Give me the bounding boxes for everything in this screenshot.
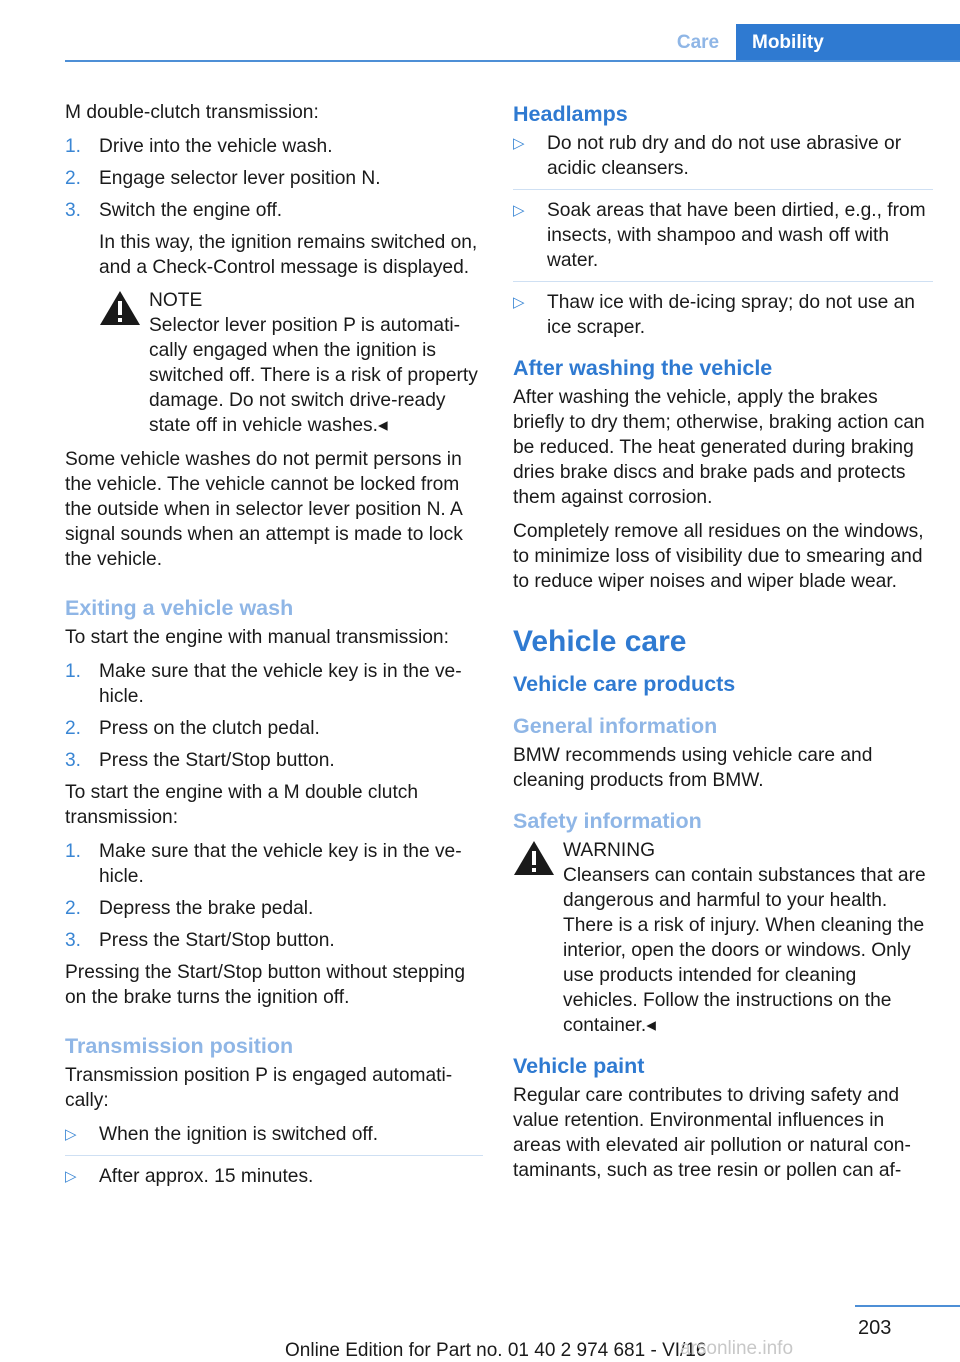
note-box — [99, 288, 483, 438]
paint-heading: Vehicle paint — [513, 1054, 645, 1078]
tab-mobility[interactable]: Mobility — [736, 24, 960, 62]
step-number: 1. — [65, 661, 82, 682]
step-text: Drive into the vehicle wash. — [99, 136, 333, 157]
care-heading: Vehicle care — [513, 625, 687, 658]
step-text: Depress the brake pedal. — [99, 898, 314, 919]
step-number: 2. — [65, 898, 82, 919]
warning-box — [513, 838, 933, 1038]
step-number: 3. — [65, 750, 82, 771]
step-number: 1. — [65, 136, 82, 157]
step-text: Engage selector lever position N. — [99, 168, 381, 189]
watermark: arsonline.info — [680, 1338, 794, 1359]
list-item — [65, 166, 483, 191]
step-text: Press the Start/Stop button. — [99, 750, 335, 771]
bullet-triangle-icon: ▷ — [65, 1126, 77, 1143]
step-text: Make sure that the vehicle key is in the vehicle. — [99, 661, 462, 707]
item-text: Do not rub dry and do not use abrasive or acidic cleansers. — [547, 133, 902, 179]
step-detail: In this way, the ignition remains switched on, and a Check-Control message is displayed. — [99, 232, 478, 278]
after-text-2: Completely remove all residues on the windows, to minimize loss of visibility due to smearing and to reduce wiper noises and wiper blade wear. — [513, 521, 924, 592]
list-item — [65, 659, 483, 709]
exit-manual-list — [65, 659, 483, 773]
list-item — [65, 716, 483, 741]
bullet-triangle-icon: ▷ — [513, 202, 525, 219]
note-text: Selector lever position P is automatically engaged when the ignition is switched off. There is a risk of property damage. Do not switch drive-ready state off in vehicle washes.◂ — [149, 315, 478, 436]
step-text: Press on the clutch pedal. — [99, 718, 320, 739]
step-text: Switch the engine off. — [99, 200, 283, 221]
step-number: 2. — [65, 168, 82, 189]
trans-heading: Transmission position — [65, 1034, 294, 1058]
intro-text: M double-clutch transmission: — [65, 102, 319, 123]
step-text: Press the Start/Stop button. — [99, 930, 335, 951]
item-text: When the ignition is switched off. — [99, 1124, 379, 1145]
step-number: 3. — [65, 200, 82, 221]
header-rule — [65, 60, 960, 62]
list-item — [65, 896, 483, 921]
tab-care[interactable]: Care — [676, 32, 720, 53]
list-item — [65, 1164, 483, 1189]
list-item — [65, 134, 483, 159]
warning-label: WARNING — [563, 840, 656, 861]
general-heading: General information — [513, 714, 718, 738]
headlamps-heading: Headlamps — [513, 102, 628, 126]
list-item — [513, 131, 933, 190]
list-item — [513, 290, 933, 340]
bullet-triangle-icon: ▷ — [513, 294, 525, 311]
general-text: BMW recommends using vehicle care and cleaning products from BMW. — [513, 745, 873, 791]
warning-icon — [99, 290, 141, 326]
warning-text: Cleansers can contain substances that are dangerous and harmful to your health. There is a risk of injury. When cleaning the interior, open the doors or windows. Only use products intended for cleaning vehicles. Follow the instructions on the container.◂ — [563, 865, 926, 1036]
left-column — [65, 100, 483, 1197]
note-label: NOTE — [149, 290, 203, 311]
after-text-1: After washing the vehicle, apply the brakes briefly to dry them; otherwise, braking action can be reduced. The heat generated during braking dries brake discs and brake pads and protects them against corrosion. — [513, 387, 925, 508]
safety-heading: Safety information — [513, 809, 702, 833]
list-item — [65, 928, 483, 953]
headlamps-list — [513, 131, 933, 340]
list-item — [65, 198, 483, 223]
trans-list — [65, 1122, 483, 1189]
pressing-text: Pressing the Start/Stop button without stepping on the brake turns the ignition off. — [65, 962, 465, 1008]
bullet-triangle-icon: ▷ — [65, 1168, 77, 1185]
exit-heading: Exiting a vehicle wash — [65, 596, 294, 620]
step-number: 3. — [65, 930, 82, 951]
item-text: After approx. 15 minutes. — [99, 1166, 314, 1187]
after-heading: After washing the vehicle — [513, 356, 773, 380]
step-text: Make sure that the vehicle key is in the vehicle. — [99, 841, 462, 887]
list-item — [513, 198, 933, 282]
list-item — [65, 748, 483, 773]
item-text: Soak areas that have been dirtied, e.g., from insects, with shampoo and wash off with water. — [547, 200, 926, 271]
list-item — [65, 839, 483, 889]
page-number: 203 — [858, 1317, 892, 1339]
exit-manual-intro: To start the engine with manual transmission: — [65, 627, 449, 648]
products-heading: Vehicle care products — [513, 672, 736, 696]
paint-text: Regular care contributes to driving safety and value retention. Environmental influences in areas with elevated air pollution or natural contaminants, such as tree resin or pollen can af- — [513, 1085, 911, 1181]
exit-m-list — [65, 839, 483, 953]
bullet-triangle-icon: ▷ — [513, 135, 525, 152]
exit-m-intro: To start the engine with a M double clutch transmission: — [65, 782, 419, 828]
trans-text: Transmission position P is engaged automatically: — [65, 1065, 453, 1111]
wash-steps-list — [65, 134, 483, 223]
warning-icon — [513, 840, 555, 876]
edition-text: Online Edition for Part no. 01 40 2 974 681 - VI/16 — [285, 1340, 707, 1361]
persons-text: Some vehicle washes do not permit persons in the vehicle. The vehicle cannot be locked from the outside when in selector lever position N. A signal sounds when an attempt is made to lock the vehicle. — [65, 449, 463, 570]
right-column — [513, 100, 933, 1192]
footer-rule — [855, 1305, 960, 1307]
step-number: 2. — [65, 718, 82, 739]
list-item — [65, 1122, 483, 1156]
item-text: Thaw ice with de-icing spray; do not use an ice scraper. — [547, 292, 915, 338]
step-number: 1. — [65, 841, 82, 862]
